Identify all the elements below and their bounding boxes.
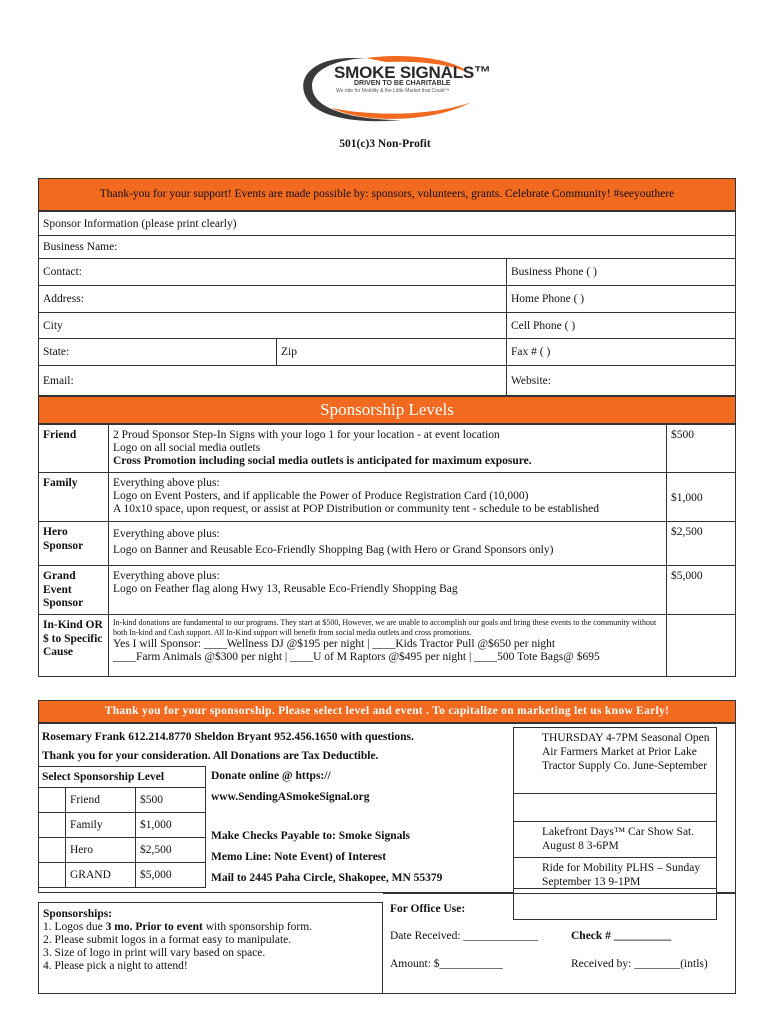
- level-description: [108, 615, 666, 677]
- logo-tagline: We ride for Mobility & the Little Market that Could™: [336, 88, 450, 94]
- date-received-field[interactable]: Date Received: _____________: [390, 930, 539, 942]
- select-level-price: $1,000: [135, 813, 207, 837]
- select-level-name: GRAND: [65, 863, 135, 887]
- select-level-price: $2,500: [135, 838, 207, 862]
- logo-subtitle: DRIVEN TO BE CHARITABLE: [354, 80, 451, 87]
- select-row-hero[interactable]: [38, 838, 206, 863]
- select-row-family[interactable]: [38, 813, 206, 838]
- note-item: 1. Logos due 3 mo. Prior to event with sponsorship form.: [43, 921, 313, 933]
- select-checkbox[interactable]: [39, 813, 65, 837]
- level-line: Logo on Feather flag along Hwy 13, Reusable Eco-Friendly Shopping Bag: [113, 583, 458, 595]
- level-line: ____Farm Animals @$300 per night | ____U of M Raptors @$495 per night | ____500 Tote Bags@ $695: [113, 651, 600, 663]
- business-phone-field[interactable]: Business Phone ( ): [506, 259, 737, 285]
- select-level-table: [38, 766, 206, 891]
- note-item: 4. Please pick a night to attend!: [43, 960, 188, 972]
- level-description: [108, 473, 666, 521]
- note-item: 3. Size of logo in print will vary based on space.: [43, 947, 266, 959]
- select-level-name: Hero: [65, 838, 135, 862]
- inkind-note: In-kind donations are fundamental to our programs. They start at $500, However, we are unable to accomplish our goals and bring these events to the community without both In-kind and Cash support. All In-Kind support will benefit from social media outlets and cross promotions.: [113, 618, 657, 637]
- level-line: A 10x10 space, upon request, or assist at POP Distribution or community tent - schedule to be established: [113, 503, 600, 515]
- select-level-price: $500: [135, 788, 207, 812]
- level-name: Grand Event Sponsor: [43, 570, 84, 609]
- website-field[interactable]: Website:: [506, 366, 737, 396]
- event-ride-for-mobility[interactable]: Ride for Mobility PLHS – Sunday September 13 9-1PM: [514, 858, 716, 889]
- city-field[interactable]: City: [43, 319, 63, 332]
- amount-field[interactable]: Amount: $___________: [390, 958, 503, 970]
- level-line: Logo on Event Posters, and if applicable the Power of Produce Registration Card (10,000): [113, 490, 529, 502]
- donate-online-label: Donate online @ https://: [211, 770, 331, 782]
- select-checkbox[interactable]: [39, 788, 65, 812]
- level-row-family: [39, 473, 735, 522]
- level-price: $2,500: [666, 522, 736, 565]
- level-row-inkind: [39, 615, 735, 677]
- zip-field[interactable]: Zip: [276, 339, 506, 365]
- checks-payable: Make Checks Payable to: Smoke Signals: [211, 830, 411, 842]
- level-description: [108, 566, 666, 614]
- note-item: 2. Please submit logos in a format easy to manipulate.: [43, 934, 292, 946]
- level-line: Everything above plus:: [113, 570, 220, 582]
- tax-note: Thank you for your consideration. All Donations are Tax Deductible.: [42, 750, 379, 762]
- select-level-name: Family: [65, 813, 135, 837]
- level-line: Logo on all social media outlets: [113, 442, 261, 454]
- event-blank[interactable]: [514, 794, 716, 822]
- select-level-price: $5,000: [135, 863, 207, 887]
- mailing-address: Mail to 2445 Paha Circle, Shakopee, MN 55379: [211, 872, 443, 884]
- logo-title: SMOKE SIGNALS™: [334, 63, 491, 82]
- select-checkbox[interactable]: [39, 863, 65, 887]
- events-table: [513, 727, 717, 920]
- office-heading: For Office Use:: [390, 903, 466, 915]
- memo-line: Memo Line: Note Event) of Interest: [211, 851, 387, 863]
- select-level-heading: Select Sponsorship Level: [38, 766, 206, 788]
- notes-heading: Sponsorships:: [43, 908, 113, 920]
- select-level-name: Friend: [65, 788, 135, 812]
- event-farmers-market[interactable]: THURSDAY 4-7PM Seasonal Open Air Farmers Market at Prior Lake Tractor Supply Co. June-September: [514, 728, 716, 794]
- level-description: [108, 425, 666, 472]
- fax-field[interactable]: Fax # ( ): [506, 339, 737, 365]
- level-name: Friend: [43, 429, 77, 441]
- level-row-hero: [39, 522, 735, 566]
- contact-line: Rosemary Frank 612.214.8770 Sheldon Bryant 952.456.1650 with questions.: [42, 731, 414, 743]
- level-line: Everything above plus:: [113, 528, 220, 540]
- select-row-grand[interactable]: [38, 863, 206, 888]
- state-field[interactable]: State:: [43, 346, 70, 358]
- home-phone-field[interactable]: Home Phone ( ): [506, 286, 737, 312]
- level-price: $5,000: [666, 566, 736, 614]
- sponsorship-levels-heading: Sponsorship Levels: [38, 396, 736, 424]
- level-price: [666, 615, 736, 677]
- business-name-field[interactable]: Business Name:: [43, 241, 118, 253]
- cell-phone-field[interactable]: Cell Phone ( ): [506, 313, 737, 338]
- select-checkbox[interactable]: [39, 838, 65, 862]
- check-number-field[interactable]: Check # __________: [571, 930, 672, 942]
- level-description: [108, 522, 666, 565]
- received-by-field[interactable]: Received by: ________(intls): [571, 958, 708, 970]
- level-price: $1,000: [666, 473, 736, 521]
- nonprofit-status: 501(c)3 Non-Profit: [339, 138, 431, 150]
- sponsor-info-form: [38, 211, 736, 396]
- sponsorship-notes: [38, 902, 383, 994]
- donate-url[interactable]: www.SendingASmokeSignal.org: [211, 791, 370, 803]
- email-field[interactable]: Email:: [43, 375, 74, 387]
- thanks-banner: Thank-you for your support! Events are made possible by: sponsors, volunteers, grants. Celebrate Community! #seeyouthere: [38, 178, 736, 211]
- level-name: Family: [43, 477, 78, 489]
- contact-field[interactable]: Contact:: [43, 266, 82, 278]
- level-name: In-Kind OR $ to Specific Cause: [43, 619, 103, 658]
- level-line: Everything above plus:: [113, 477, 220, 489]
- sponsor-info-heading: Sponsor Information (please print clearly): [43, 217, 237, 230]
- level-line-bold: Cross Promotion including social media outlets is anticipated for maximum exposure.: [113, 455, 532, 467]
- level-row-grand: [39, 566, 735, 615]
- sponsorship-levels-table: [38, 424, 736, 677]
- level-line: Yes I will Sponsor: ____Wellness DJ @$195 per night | ____Kids Tractor Pull @$650 per night: [113, 638, 556, 650]
- thankyou-banner: Thank you for your sponsorship. Please select level and event . To capitalize on marketing let us know Early!: [38, 700, 736, 723]
- address-field[interactable]: Address:: [43, 293, 84, 305]
- level-line: 2 Proud Sponsor Step-In Signs with your logo 1 for your location - at event location: [113, 429, 500, 441]
- select-row-friend[interactable]: [38, 788, 206, 813]
- level-row-friend: [39, 425, 735, 473]
- level-name: Hero Sponsor: [43, 526, 84, 552]
- level-line: Logo on Banner and Reusable Eco-Friendly Shopping Bag (with Hero or Grand Sponsors only): [113, 544, 554, 556]
- level-price: $500: [666, 425, 736, 472]
- event-car-show[interactable]: Lakefront Days™ Car Show Sat. August 8 3-6PM: [514, 822, 716, 858]
